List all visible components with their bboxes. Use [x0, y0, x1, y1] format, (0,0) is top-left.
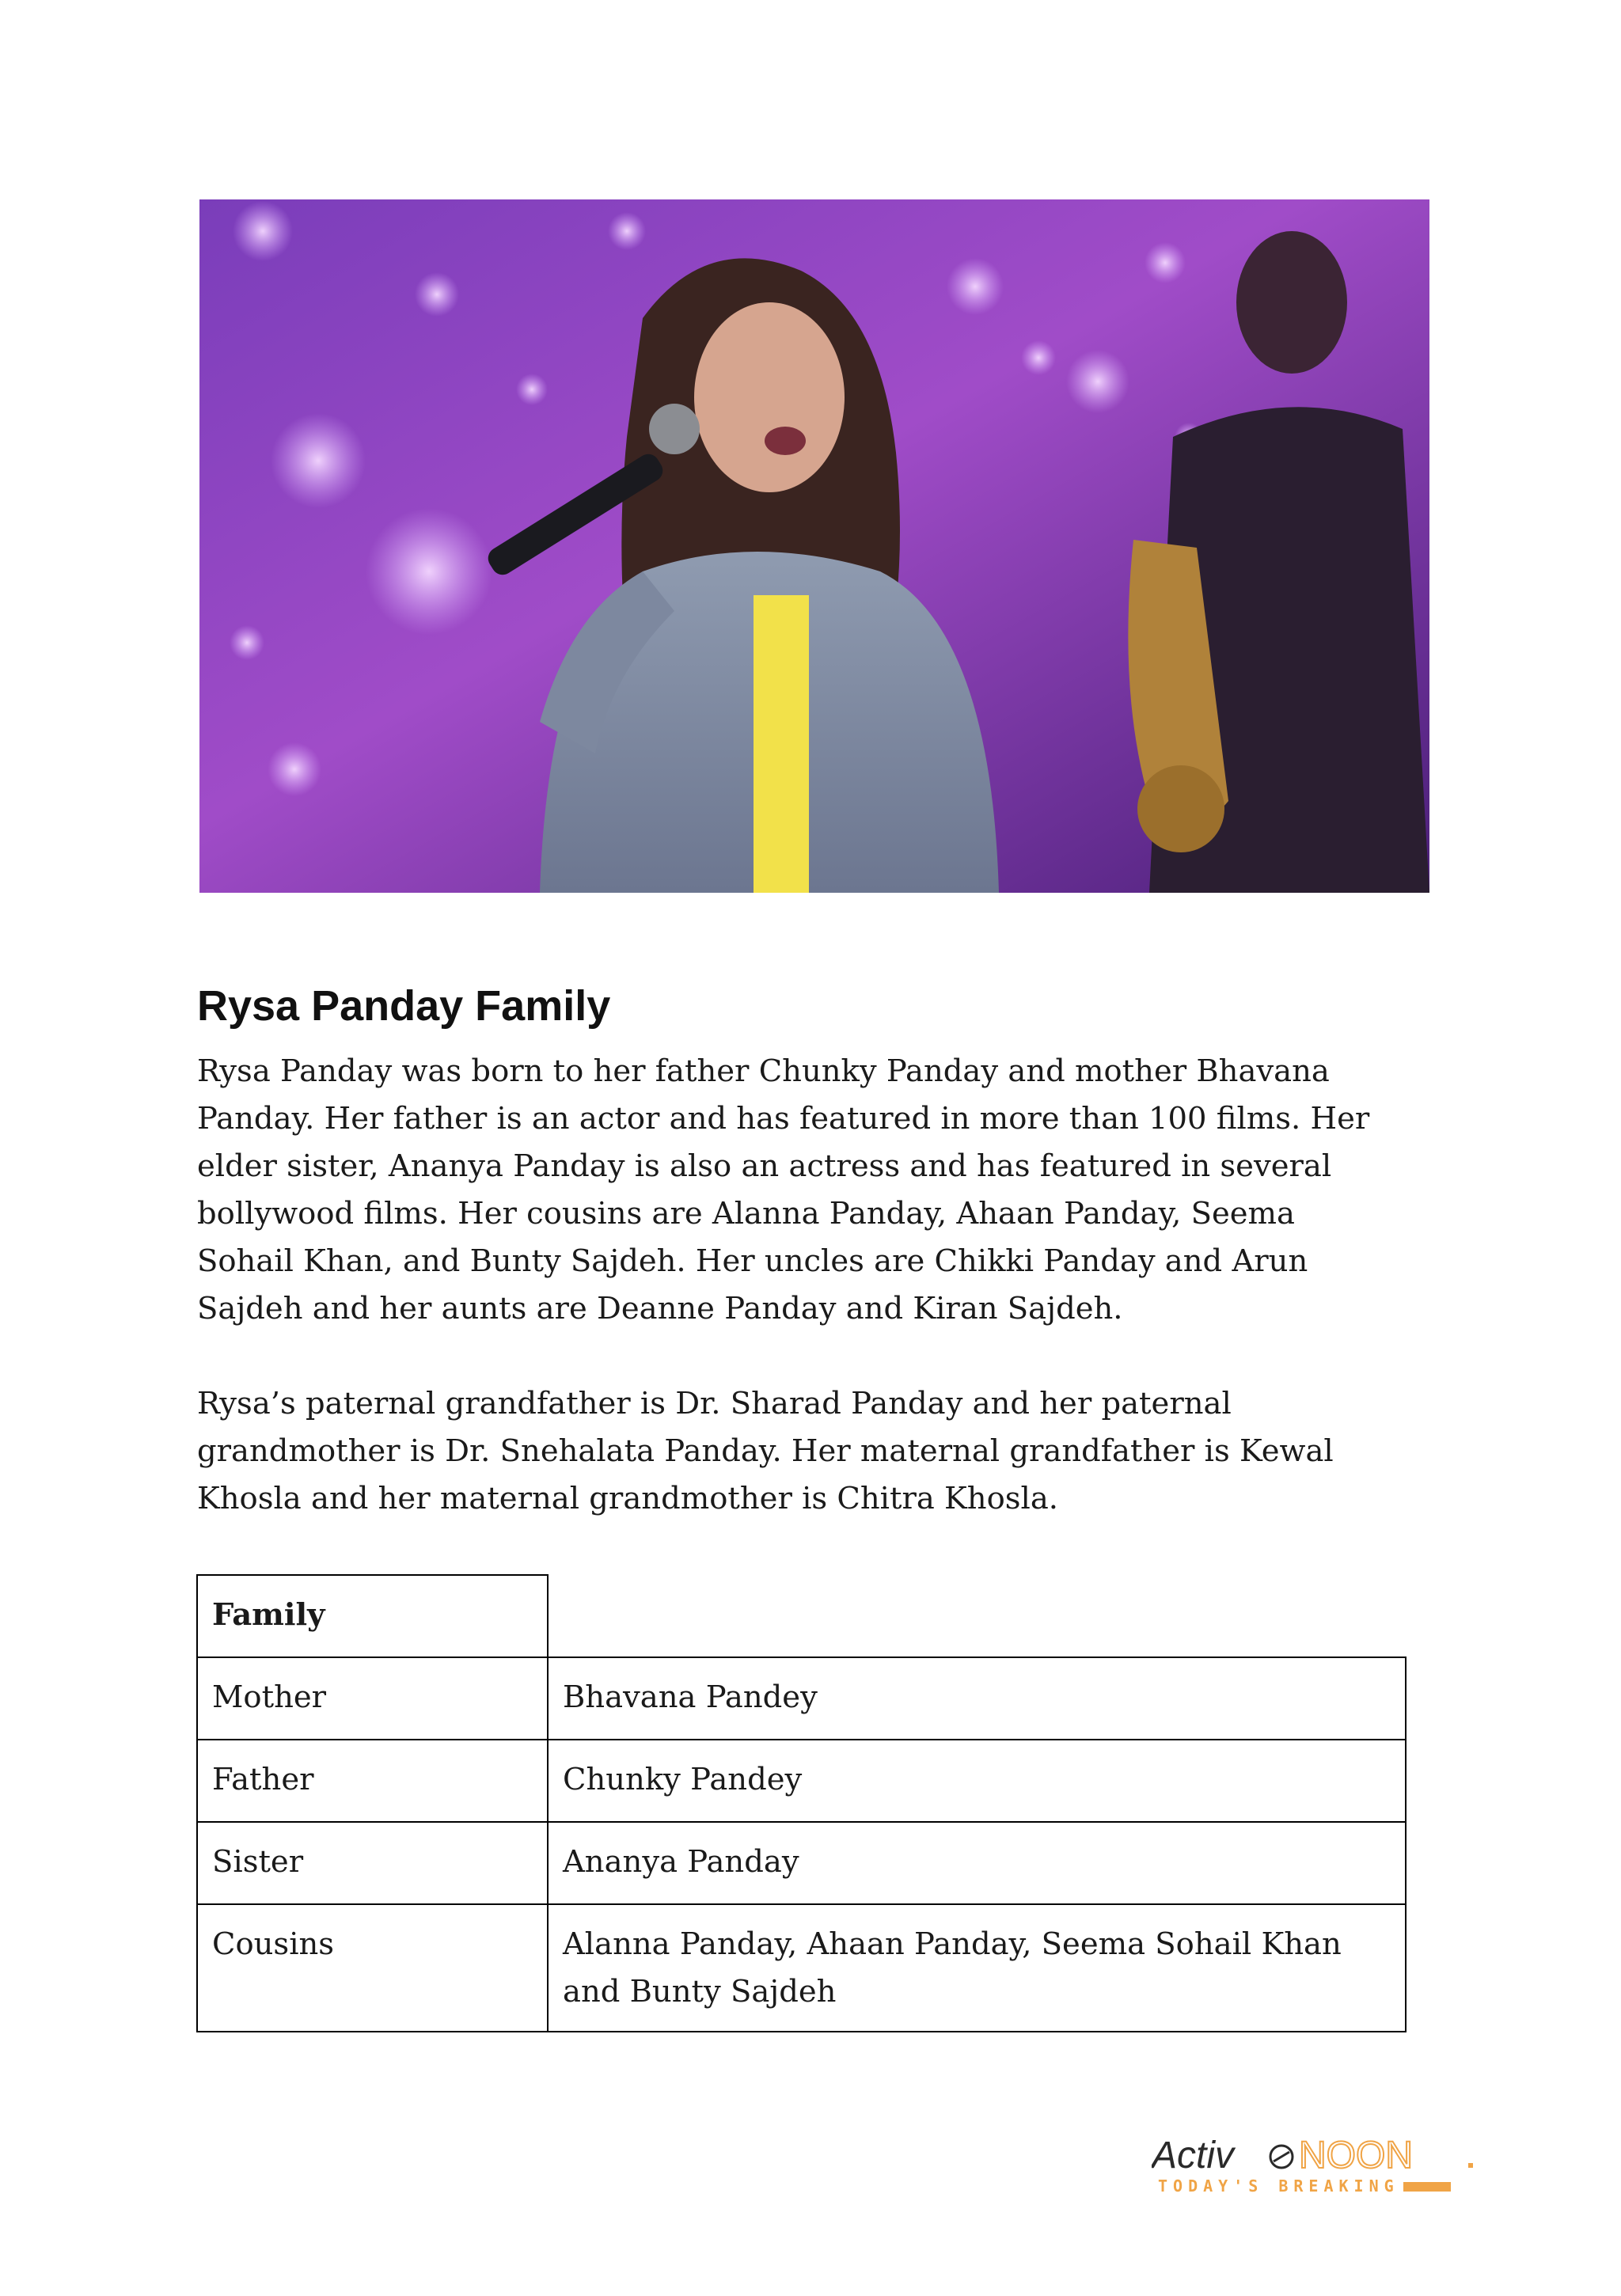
table-header-empty-cell — [548, 1575, 1406, 1657]
table-header-cell: Family — [197, 1575, 548, 1657]
logo-tagline: TODAY'S BREAKING — [1158, 2176, 1399, 2195]
row-value — [548, 1904, 1406, 2032]
paragraph-line: Sajdeh and her aunts are Deanne Panday and Kiran Sajdeh. — [197, 1291, 1123, 1326]
family-table — [196, 1574, 1407, 2032]
logo-brand-left: Activ — [1152, 2135, 1235, 2176]
family-paragraph — [197, 1048, 1432, 1333]
row-label: Mother — [197, 1657, 548, 1740]
row-value: Chunky Pandey — [548, 1740, 1406, 1822]
row-value-line: and Bunty Sajdeh — [563, 1974, 837, 2009]
paragraph-line: Khosla and her maternal grandmother is Chitra Khosla. — [197, 1481, 1059, 1516]
row-label: Cousins — [197, 1904, 548, 2032]
table-row — [197, 1657, 1406, 1740]
table-row — [197, 1740, 1406, 1822]
logo-e-stroke — [1274, 2152, 1289, 2161]
table-header-row — [197, 1575, 1406, 1657]
paragraph-line: Rysa’s paternal grandfather is Dr. Sharad Panday and her paternal — [197, 1386, 1232, 1421]
logo-dot — [1468, 2163, 1473, 2168]
paragraph-line: elder sister, Ananya Panday is also an actress and has featured in several — [197, 1148, 1332, 1184]
logo-graphic — [1152, 2133, 1476, 2196]
row-label: Sister — [197, 1822, 548, 1904]
paragraph-line: Panday. Her father is an actor and has featured in more than 100 films. Her — [197, 1101, 1370, 1137]
singer-photo — [199, 199, 1429, 893]
logo-tagline-bar — [1403, 2182, 1451, 2192]
logo-brand-right: NOON — [1299, 2135, 1413, 2176]
paragraph-line: Rysa Panday was born to her father Chunky Panday and mother Bhavana — [197, 1053, 1330, 1089]
row-value-line: Alanna Panday, Ahaan Panday, Seema Sohail Khan — [563, 1926, 1342, 1962]
paragraph-line: Sohail Khan, and Bunty Sajdeh. Her uncles are Chikki Panday and Arun — [197, 1243, 1308, 1279]
concert-image — [199, 199, 1429, 893]
table-row — [197, 1822, 1406, 1904]
activenoon-logo — [1152, 2133, 1476, 2196]
table-row — [197, 1904, 1406, 2032]
row-value: Ananya Panday — [548, 1822, 1406, 1904]
section-heading: Rysa Panday Family — [197, 982, 611, 1030]
row-label: Father — [197, 1740, 548, 1822]
paragraph-line: bollywood films. Her cousins are Alanna Panday, Ahaan Panday, Seema — [197, 1196, 1295, 1231]
row-value: Bhavana Pandey — [548, 1657, 1406, 1740]
grandparents-paragraph — [197, 1380, 1432, 1523]
paragraph-line: grandmother is Dr. Snehalata Panday. Her maternal grandfather is Kewal — [197, 1433, 1334, 1469]
